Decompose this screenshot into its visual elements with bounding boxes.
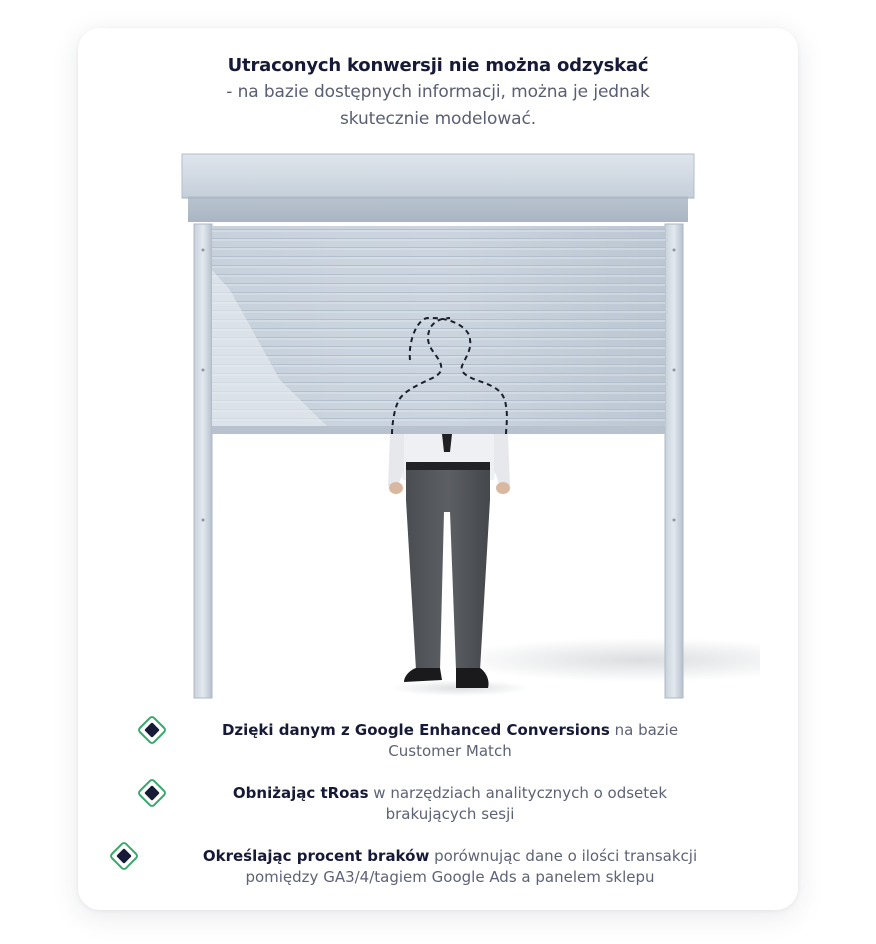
bullet-2-line2: brakujących sesji	[385, 805, 515, 823]
diamond-bullet-icon	[109, 841, 139, 871]
bullet-item-2	[160, 783, 740, 825]
roller-shutter-illustration	[160, 140, 760, 710]
heading-subtitle-line1: - na bazie dostępnych informacji, można je jednak	[226, 82, 650, 102]
bullet-3-rest: porównując dane o ilości transakcji	[429, 847, 698, 865]
heading-subtitle-line2: skutecznie modelować.	[339, 109, 536, 129]
heading-title: Utraconych konwersji nie można odzyskać	[227, 55, 649, 76]
bullet-1-strong: Dzięki danym z Google Enhanced Conversions	[221, 721, 610, 739]
bullet-3-line2: pomiędzy GA3/4/tagiem Google Ads a panelem sklepu	[245, 868, 655, 886]
bullet-1-rest: na bazie	[609, 721, 679, 739]
bullet-2-strong: Obniżając tRoas	[232, 784, 369, 802]
bullet-item-3	[140, 846, 760, 888]
bullet-2-rest: w narzędziach analitycznych o odsetek	[368, 784, 668, 802]
bullet-1-line2: Customer Match	[388, 742, 512, 760]
bullet-item-1	[160, 720, 740, 762]
heading	[0, 52, 876, 133]
bullet-3-strong: Określając procent braków	[202, 847, 430, 865]
